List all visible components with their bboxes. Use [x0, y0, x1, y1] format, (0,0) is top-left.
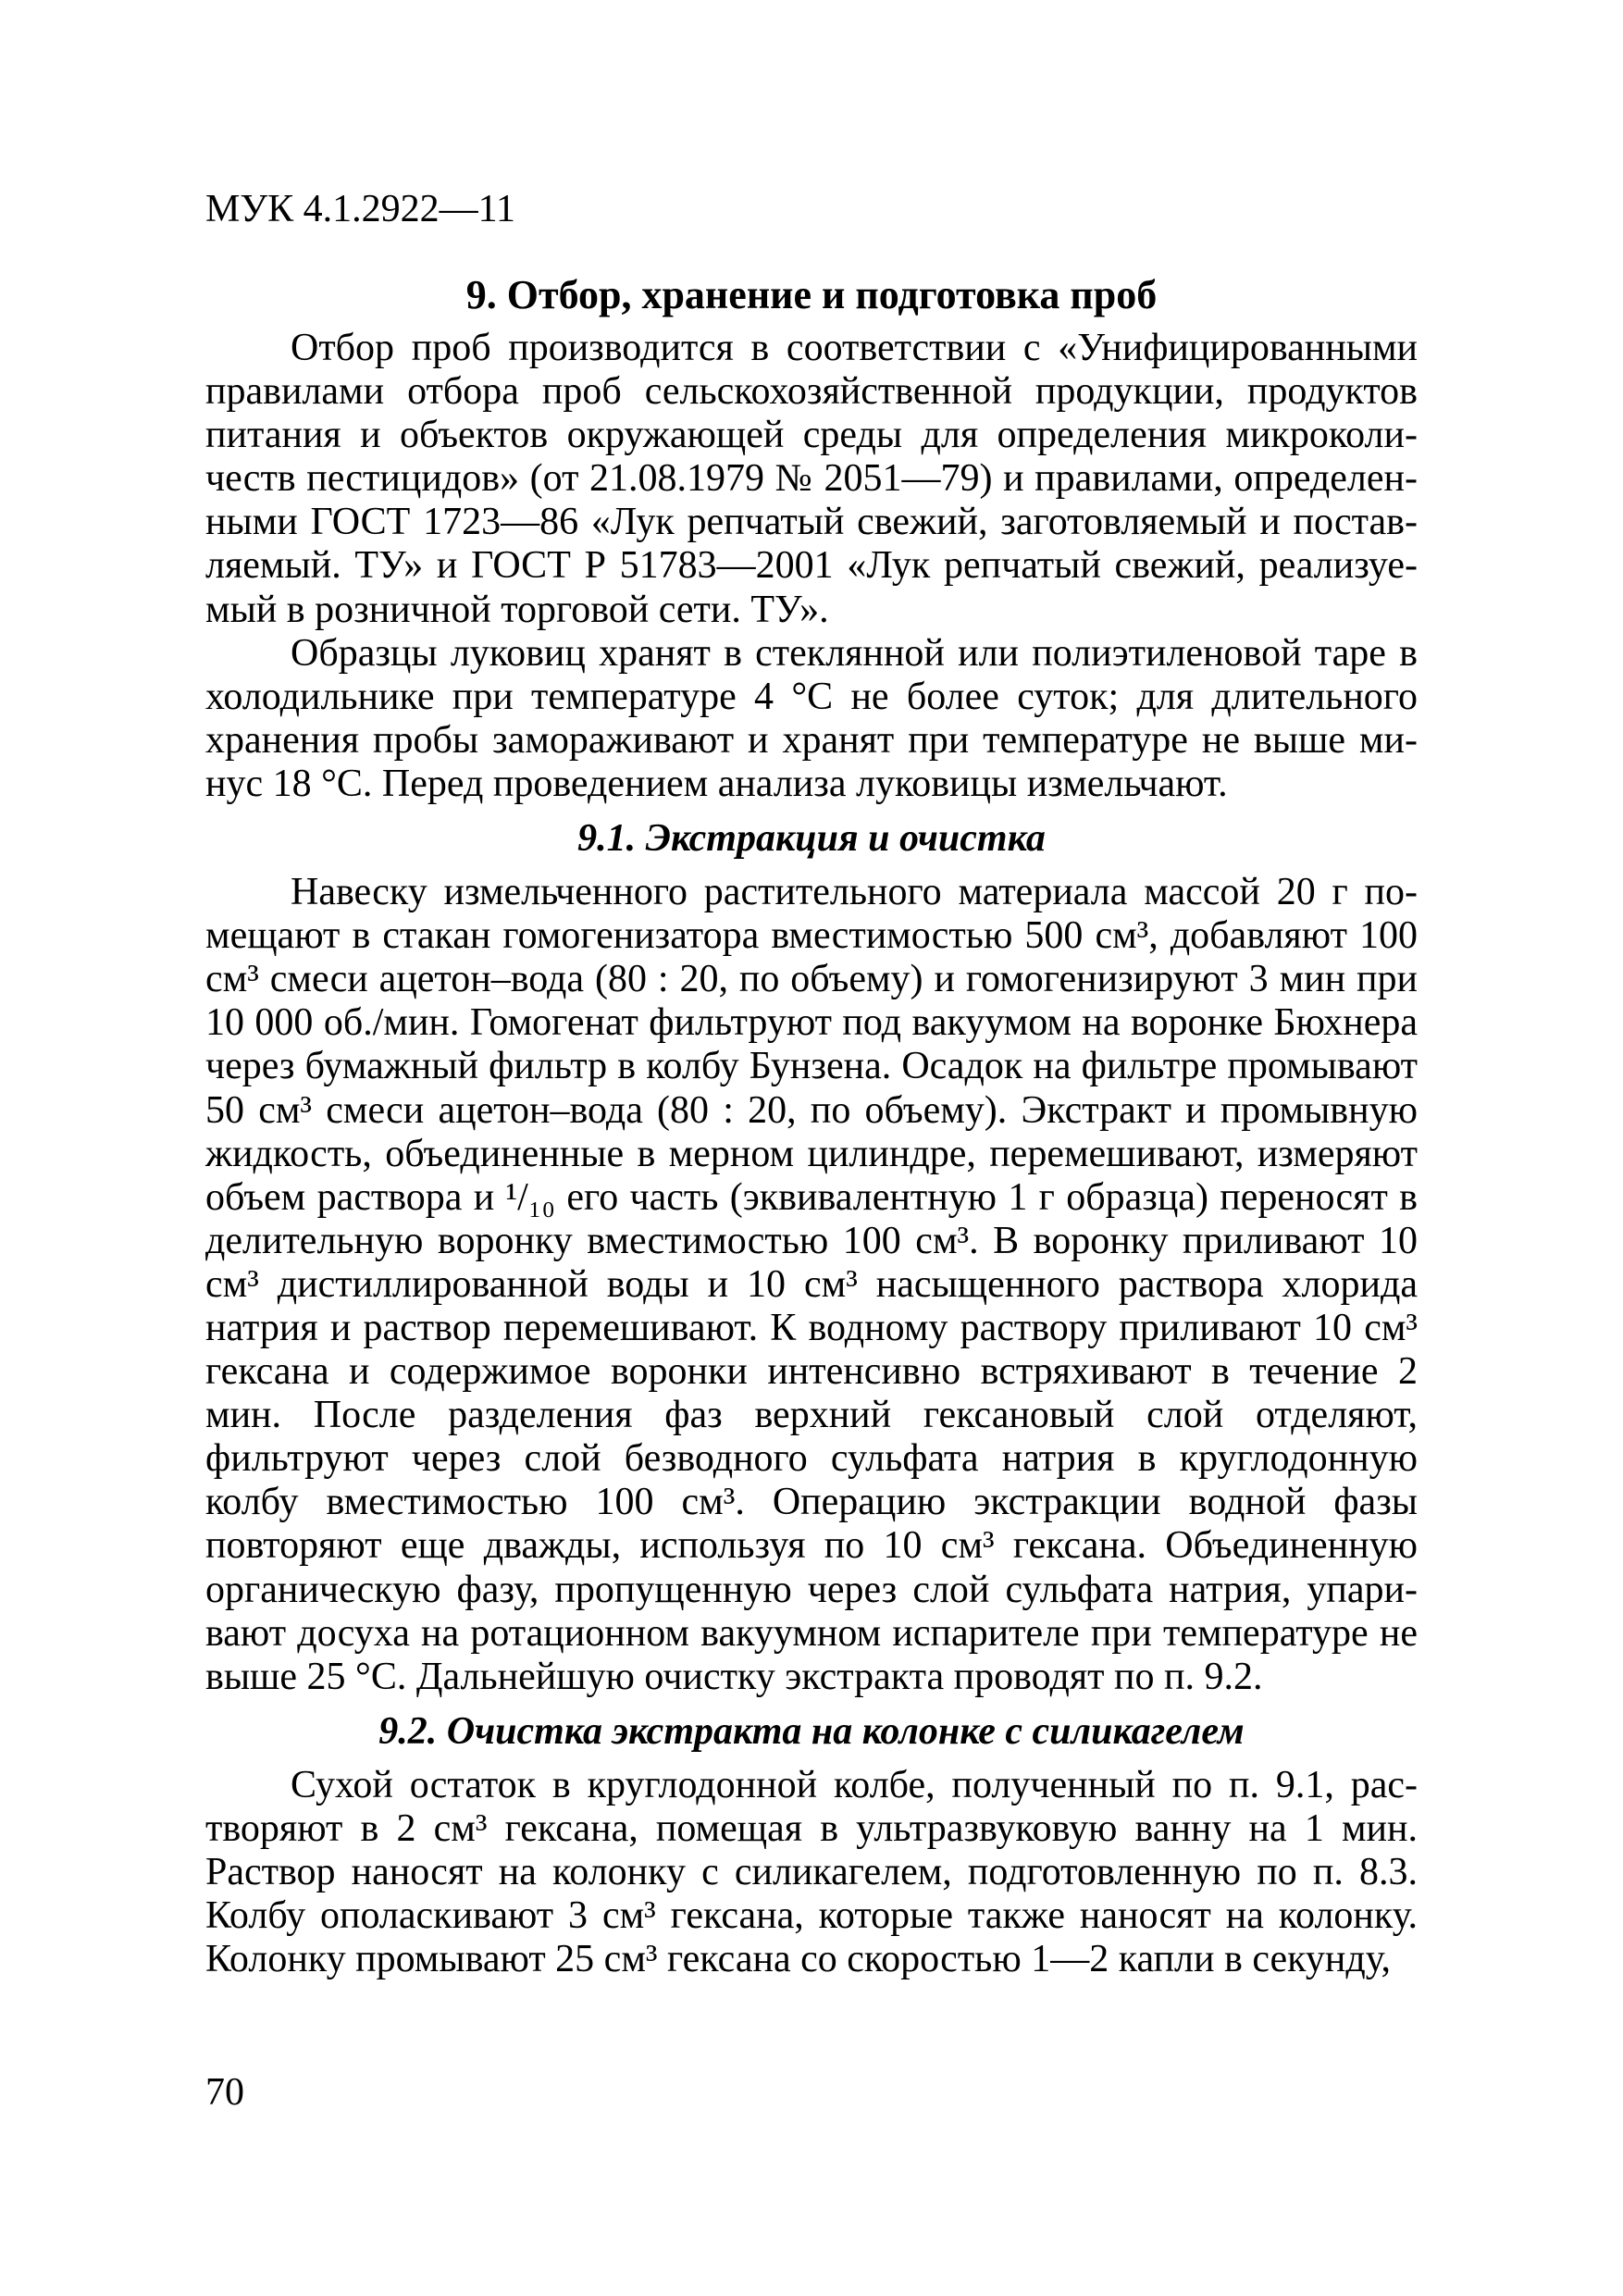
section-9-2-paragraph: Сухой остаток в круглодонной колбе, полученный по п. 9.1, растворяют в 2 см³ гексана, помещая в ультразвуковую ванну на 1 мин. Раствор наносят на колонку с силикагелем, подготовленную по п. 8.3. Колбу ополаскивают 3 см³ гексана, которые также наносят на колонку. Колонку промывают 25 см³ гексана со скоростью 1—2 капли в секунду,: [205, 1763, 1418, 1981]
section-9-paragraph-1: Отбор проб производится в соответствии с «Унифицированными правилами отбора проб сельскохозяйственной продукции, продуктов питания и объектов окружающей среды для определения микроколичеств пестицидов» (от 21.08.1979 № 2051—79) и правилами, определенными ГОСТ 1723—86 «Лук репчатый свежий, заготовляемый и поставляемый. ТУ» и ГОСТ Р 51783—2001 «Лук репчатый свежий, реализуемый в розничной торговой сети. ТУ».: [205, 327, 1418, 631]
section-9-heading: 9. Отбор, хранение и подготовка проб: [465, 272, 1158, 317]
page-content: [205, 270, 1418, 1981]
section-9-1-paragraph: Навеску измельченного растительного материала массой 20 г помещают в стакан гомогенизатора вместимостью 500 см³, добавляют 100 см³ смеси ацетон–вода (80 : 20, по объему) и гомогенизируют 3 мин при 10 000 об./мин. Гомогенат фильтруют под вакуумом на воронке Бюхнера через бумажный фильтр в колбу Бунзена. Осадок на фильтре промывают 50 см³ смеси ацетон–вода (80 : 20, по объему). Экстракт и промывную жидкость, объединенные в мерном цилиндре, перемешивают, измеряют объем раствора и ¹/₁₀ его часть (эквивалентную 1 г образца) переносят в делительную воронку вместимостью 100 см³. В воронку приливают 10 см³ дистиллированной воды и 10 см³ насыщенного раствора хлорида натрия и раствор перемешивают. К водному раствору приливают 10 см³ гексана и содержимое воронки интенсивно встряхивают в течение 2 мин. После разделения фаз верхний гексановый слой отделяют, фильтруют через слой безводного сульфата натрия в круглодонную колбу вместимостью 100 см³. Операцию экстракции водной фазы повторяют еще дважды, используя по 10 см³ гексана. Объединенную органическую фазу, пропущенную через слой сульфата натрия, упаривают досуха на ротационном вакуумном испарителе при температуре не выше 25 °С. Дальнейшую очистку экстракта проводят по п. 9.2.: [205, 871, 1418, 1698]
section-9-1-heading: 9.1. Экстракция и очистка: [577, 817, 1046, 861]
section-9-paragraph-2: Образцы луковиц хранят в стеклянной или полиэтиленовой таре в холодильнике при температуре 4 °С не более суток; для длительного хранения пробы замораживают и хранят при температуре не выше минус 18 °С. Перед проведением анализа луковицы измельчают.: [205, 631, 1418, 805]
page-number: 70: [205, 2071, 244, 2114]
section-9-2-heading: 9.2. Очистка экстракта на колонке с силикагелем: [378, 1709, 1245, 1753]
document-code: МУК 4.1.2922—11: [205, 188, 516, 230]
